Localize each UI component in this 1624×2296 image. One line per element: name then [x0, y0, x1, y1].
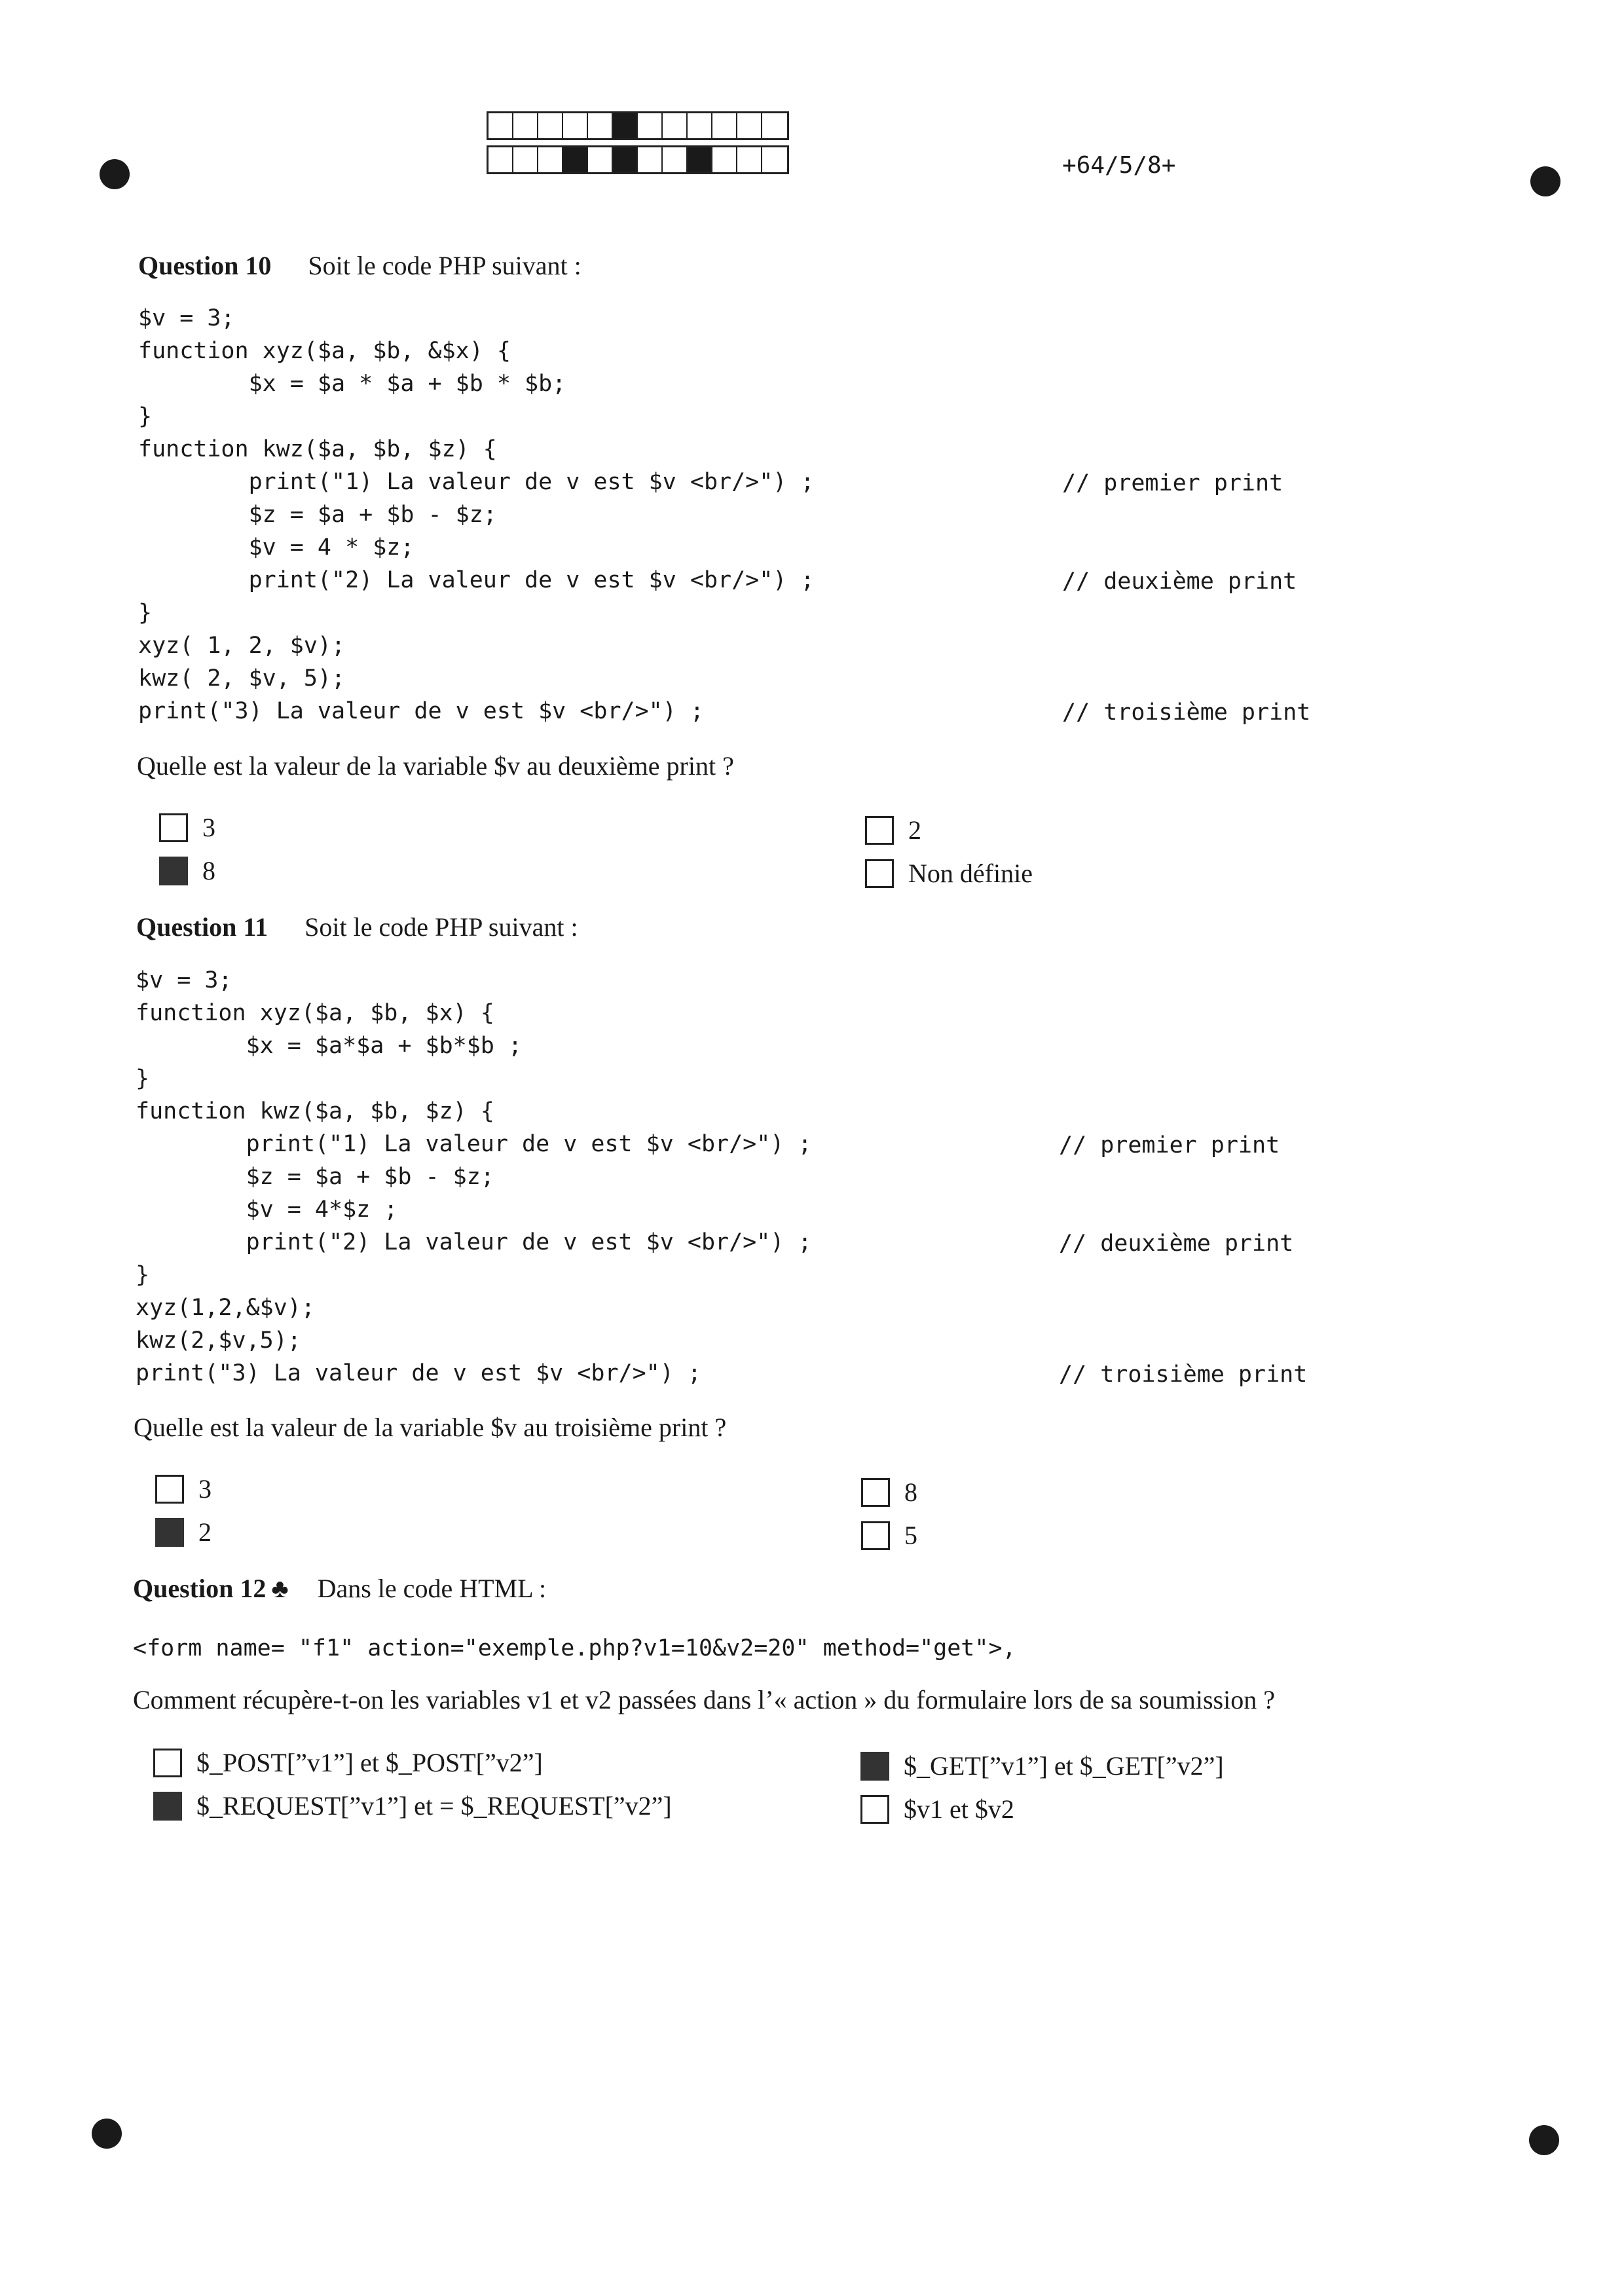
answer-label: 3 — [198, 1474, 212, 1504]
barcode-cell — [712, 147, 737, 172]
barcode-cell — [613, 113, 638, 138]
barcode-cell — [563, 147, 588, 172]
answer-checkbox[interactable] — [865, 859, 894, 888]
barcode-cell — [489, 147, 513, 172]
barcode-cell — [513, 147, 538, 172]
answer-label: $_GET[”v1”] et $_GET[”v2”] — [904, 1751, 1224, 1781]
barcode-cell — [712, 113, 737, 138]
answer-option[interactable] — [159, 855, 215, 886]
answer-label: 2 — [908, 815, 921, 845]
question-intro: Soit le code PHP suivant : — [308, 251, 581, 280]
answer-option[interactable] — [153, 1790, 672, 1821]
answer-checkbox[interactable] — [861, 1521, 890, 1550]
barcode-cell — [638, 147, 663, 172]
barcode-cell — [588, 113, 613, 138]
question-intro: Soit le code PHP suivant : — [304, 912, 578, 942]
answer-option[interactable] — [861, 1520, 917, 1551]
code-comment: // troisième print — [1059, 1361, 1308, 1388]
code-comment: // premier print — [1062, 470, 1283, 496]
answer-label: $v1 et $v2 — [904, 1794, 1014, 1824]
answer-option[interactable] — [860, 1750, 1224, 1781]
answer-label: Non définie — [908, 859, 1033, 888]
answer-checkbox[interactable] — [153, 1749, 182, 1777]
question-number: Question 10 — [138, 251, 272, 280]
barcode-cell — [688, 113, 712, 138]
barcode-cell — [489, 113, 513, 138]
answer-option[interactable] — [865, 815, 921, 845]
answer-option[interactable] — [153, 1747, 543, 1778]
barcode-cell — [638, 113, 663, 138]
registration-mark-bottom-left — [92, 2119, 122, 2149]
code-comment: // premier print — [1059, 1132, 1280, 1158]
question-11-code: $v = 3; function xyz($a, $b, $x) { $x = $a*$a + $b*$b ; } function kwz($a, $b, $z) { print("1) La valeur de v est $v <br/>") ; $z = $a + $b - $z; $v = 4*$z ; print("2) La valeur de v est $v <br/>") ; } xyz(1,2,&$v); kwz(2,$v,5); print("3) La valeur de v est $v <br/>") ; — [136, 967, 812, 1386]
answer-option[interactable] — [155, 1517, 212, 1547]
question-intro: Dans le code HTML : — [317, 1574, 547, 1603]
page-barcode-row-2 — [487, 145, 789, 174]
question-10-title — [138, 250, 581, 281]
question-number: Question 11 — [136, 912, 268, 942]
barcode-cell — [663, 147, 688, 172]
question-12-title — [133, 1573, 546, 1604]
barcode-cell — [663, 113, 688, 138]
question-11-prompt: Quelle est la valeur de la variable $v au troisième print ? — [134, 1413, 727, 1442]
question-number: Question 12 — [133, 1574, 267, 1603]
answer-label: 5 — [904, 1521, 917, 1550]
code-comment: // troisième print — [1062, 699, 1311, 726]
registration-mark-top-left — [100, 159, 130, 189]
answer-option[interactable] — [860, 1794, 1014, 1824]
barcode-cell — [563, 113, 588, 138]
answer-label: 8 — [904, 1477, 917, 1507]
answer-checkbox[interactable] — [155, 1518, 184, 1547]
answer-checkbox[interactable] — [153, 1792, 182, 1821]
answer-checkbox[interactable] — [860, 1795, 889, 1824]
registration-mark-bottom-right — [1529, 2125, 1559, 2155]
question-10-code: $v = 3; function xyz($a, $b, &$x) { $x = $a * $a + $b * $b; } function kwz($a, $b, $z) { print("1) La valeur de v est $v <br/>") ; $z = $a + $b - $z; $v = 4 * $z; print("2) La valeur de v est $v <br/>") ; } xyz( 1, 2, $v); kwz( 2, $v, 5); print("3) La valeur de v est $v <br/>") ; — [138, 305, 815, 724]
answer-label: 8 — [202, 856, 215, 885]
page-id: +64/5/8+ — [1062, 152, 1176, 179]
barcode-cell — [737, 147, 762, 172]
barcode-cell — [513, 113, 538, 138]
barcode-cell — [762, 113, 787, 138]
barcode-cell — [538, 147, 563, 172]
question-11-title — [136, 912, 578, 942]
answer-checkbox[interactable] — [861, 1478, 890, 1507]
registration-mark-top-right — [1530, 166, 1560, 196]
barcode-cell — [688, 147, 712, 172]
code-comment: // deuxième print — [1062, 568, 1297, 595]
question-10-prompt: Quelle est la valeur de la variable $v au deuxième print ? — [137, 751, 734, 781]
barcode-cell — [737, 113, 762, 138]
answer-label: 2 — [198, 1517, 212, 1547]
question-12-prompt: Comment récupère-t-on les variables v1 et v2 passées dans l’« action » du formulaire lors de sa soumission ? — [133, 1685, 1275, 1714]
question-12-code: <form name= "f1" action="exemple.php?v1=10&v2=20" method="get">, — [133, 1635, 1016, 1661]
answer-label: 3 — [202, 813, 215, 842]
barcode-cell — [613, 147, 638, 172]
answer-option[interactable] — [159, 812, 215, 843]
answer-option[interactable] — [155, 1473, 212, 1504]
club-icon: ♣ — [271, 1574, 289, 1603]
barcode-cell — [588, 147, 613, 172]
barcode-cell — [538, 113, 563, 138]
answer-checkbox[interactable] — [155, 1475, 184, 1504]
answer-label: $_POST[”v1”] et $_POST[”v2”] — [196, 1748, 543, 1777]
answer-label: $_REQUEST[”v1”] et = $_REQUEST[”v2”] — [196, 1791, 672, 1821]
answer-option[interactable] — [861, 1477, 917, 1508]
barcode-cell — [762, 147, 787, 172]
answer-checkbox[interactable] — [860, 1752, 889, 1781]
answer-checkbox[interactable] — [159, 857, 188, 885]
answer-checkbox[interactable] — [865, 816, 894, 845]
page-barcode-row-1 — [487, 111, 789, 140]
code-comment: // deuxième print — [1059, 1231, 1294, 1257]
answer-option[interactable] — [865, 858, 1033, 889]
answer-checkbox[interactable] — [159, 813, 188, 842]
